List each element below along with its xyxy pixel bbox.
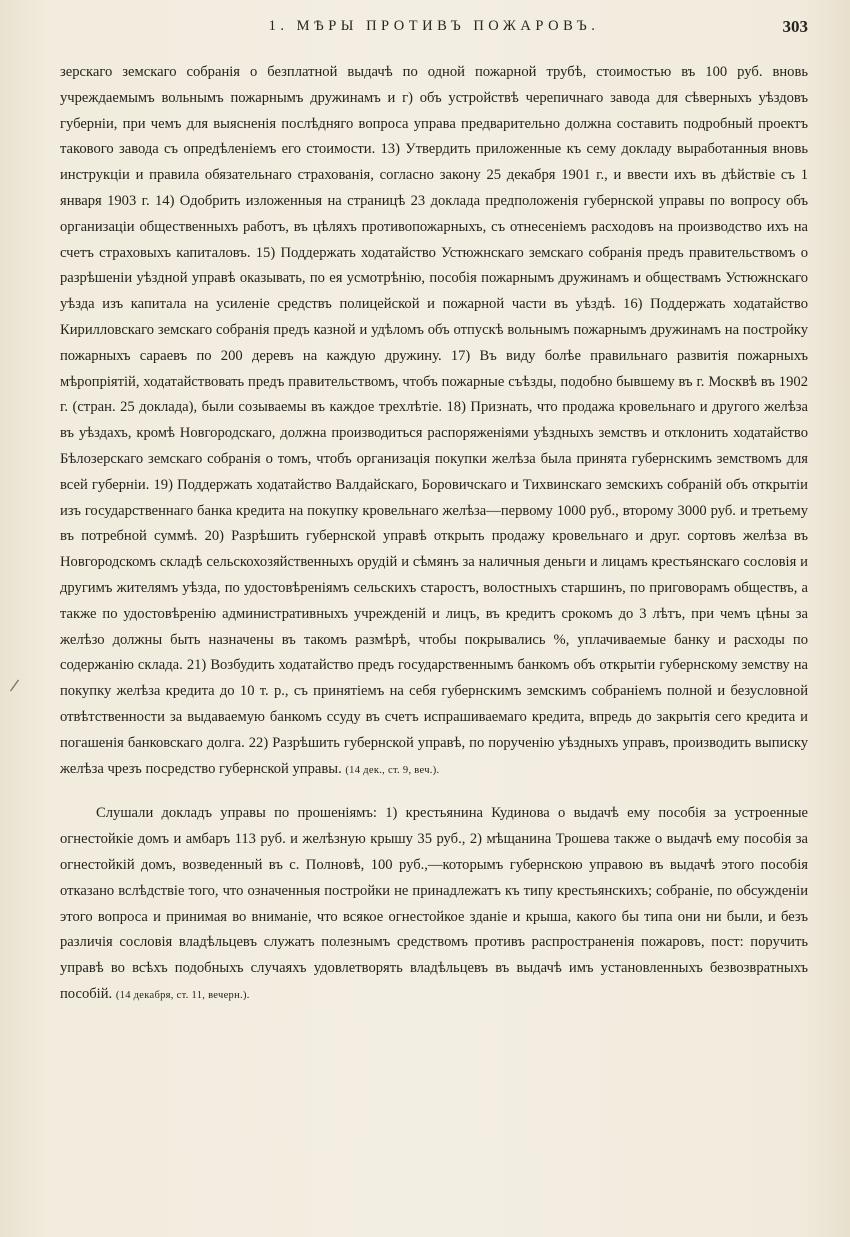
- body-text: [60, 60, 808, 1009]
- paragraph: [60, 60, 808, 783]
- paragraph-text: Слушали докладъ управы по прошеніямъ: 1) крестьянина Кудинова о выдачѣ ему пособія за устроенные огнестойкіе домъ и амбаръ 113 руб. и желѣзную крышу 35 руб., 2) мѣщанина Трошева также о выдачѣ ему пособія за огнестойкій домъ, возведенный въ с. Полновѣ, 100 руб.,—которымъ губернскою управою въ выдачѣ этого пособія отказано вслѣдствіе того, что означенныя постройки не принадлежатъ къ типу крестьянскихъ; собраніе, по обсужденіи этого вопроса и принимая во вниманіе, что всякое огнестойкое зданіе и крыша, какого бы типа они ни были, и безъ различія сословія владѣльцевъ служатъ полезнымъ средствомъ противъ распространенія пожаровъ, пост: поручить управѣ во всѣхъ подобныхъ случаяхъ удовлетворять владѣльцевъ въ выдачѣ имъ установленныхъ безвозвратныхъ пособій.: [60, 805, 808, 1002]
- session-reference: (14 декабря, ст. 11, вечерн.).: [115, 989, 250, 1001]
- page-header: [60, 18, 808, 42]
- margin-pencil-mark: /: [9, 675, 21, 695]
- running-title: 1. МѢРЫ ПРОТИВЪ ПОЖАРОВЪ.: [268, 18, 600, 34]
- paragraph-text: зерскаго земскаго собранія о безплатной выдачѣ по одной пожарной трубѣ, стоимостью въ 100 руб. вновь учреждаемымъ вольнымъ пожарнымъ дружинамъ и г) объ устройствѣ черепичнаго завода для сѣверныхъ уѣздовъ губерніи, при чемъ для выясненія послѣдняго вопроса управа предварительно должна составить подробный проектъ такового завода съ опредѣленіемъ его стоимости. 13) Утвердить приложенные къ сему докладу выработанныя вновь инструкціи и правила обязательнаго страхованія, согласно закону 25 декабря 1901 г., и ввести ихъ въ дѣйствіе съ 1 января 1903 г. 14) Одобрить изложенныя на страницѣ 23 доклада предположенія губернской управы по вопросу объ организаціи общественныхъ работъ, въ цѣляхъ противопожарныхъ, съ отнесеніемъ расходовъ на производство ихъ на счетъ страховыхъ капиталовъ. 15) Поддержать ходатайство Устюжнскаго земскаго собранія предъ правительствомъ о разрѣшеніи уѣздной управѣ оказывать, по ея усмотрѣнію, пособія пожарнымъ дружинамъ и обществамъ Устюжнскаго уѣзда изъ капитала на усиленіе средствъ полицейской и пожарной части въ уѣздѣ. 16) Поддержать ходатайство Кирилловскаго земскаго собранія предъ казной и удѣломъ объ отпускѣ вольнымъ пожарнымъ дружинамъ на постройку пожарныхъ сараевъ по 200 деревъ на каждую дружину. 17) Въ виду болѣе правильнаго развитія пожарныхъ мѣропріятій, ходатайствовать предъ правительствомъ, чтобъ пожарные съѣзды, подобно бывшему въ г. Москвѣ въ 1902 г. (стран. 25 доклада), были созываемы въ каждое трехлѣтіе. 18) Признать, что продажа кровельнаго и другого желѣза въ уѣздахъ, кромѣ Новгородскаго, должна производиться распоряженіями уѣздныхъ земствъ и отклонить ходатайство Бѣлозерскаго земскаго собранія о томъ, чтобъ организація покупки желѣза была принята губернскимъ земствомъ для всей губерніи. 19) Поддержать ходатайство Валдайскаго, Боровичскаго и Тихвинскаго земскихъ собраній объ открытіи изъ государственнаго банка кредита на покупку кровельнаго желѣза—первому 1000 руб., второму 3000 руб. и третьему въ потребной суммѣ. 20) Разрѣшить губернской управѣ открыть продажу кровельнаго и друг. сортовъ желѣза въ Новгородскомъ складѣ сельскохозяйственныхъ орудій и сѣмянъ за наличныя деньги и лицамъ крестьянскаго сословія и другимъ жителямъ уѣзда, по удостовѣреніямъ сельскихъ старостъ, волостныхъ старшинъ, по приговорамъ обществъ, а также по удостовѣренію административныхъ учрежденій и лицъ, въ кредитъ срокомъ до 3 лѣтъ, при чемъ цѣны за желѣзо должны быть назначены въ такомъ размѣрѣ, чтобы покрывались %, уплачиваемые банку и расходы по содержанію склада. 21) Возбудить ходатайство предъ государственнымъ банкомъ объ открытіи губернскому земству на покупку желѣза кредита до 10 т. р., съ принятіемъ на себя губернскимъ земскимъ собраніемъ полной и безусловной отвѣтственности за выдаваемую банкомъ ссуду въ счетъ испрашиваемаго кредита, впредь до закрытія сего кредита и погашенія банковскаго долга. 22) Разрѣшить губернской управѣ, по порученію уѣздныхъ управъ, производить выписку желѣза чрезъ посредство губернской управы.: [60, 64, 808, 777]
- page-number: 303: [782, 17, 808, 36]
- session-reference: (14 дек., ст. 9, веч.).: [345, 764, 440, 776]
- paragraph: [60, 801, 808, 1008]
